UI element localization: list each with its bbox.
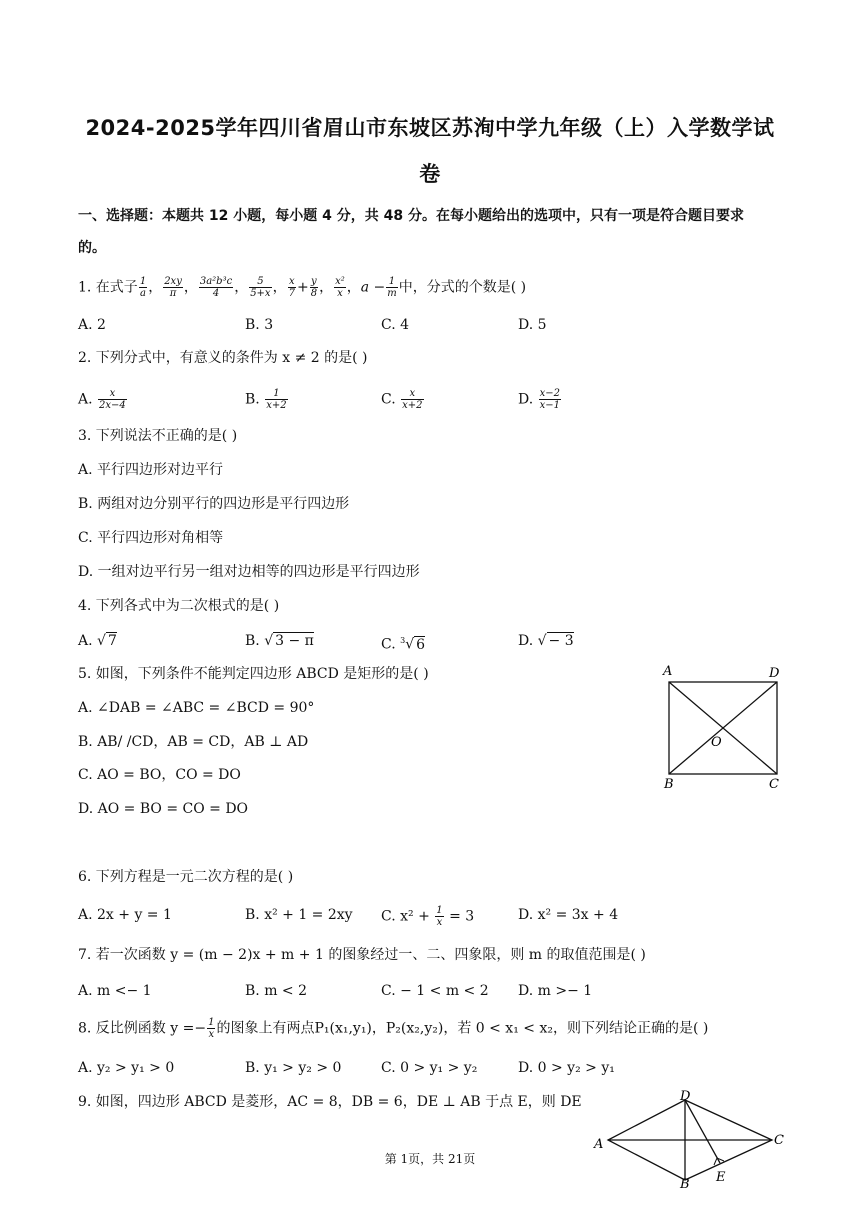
q6-option-c: C. x² + $\frac{1}{x}$ = 3 <box>381 905 475 928</box>
question-8: 8. 反比例函数 y =− $\frac{1}{x}$ 的图象上有两点P₁(x₁,y₁)，P₂(x₂,y₂)，若 0 < x₁ < x₂，则下列结论正确的是( ) <box>78 1017 709 1040</box>
q4-option-a: A. √ 7 <box>78 633 117 649</box>
label-c: C <box>769 777 779 792</box>
label-b: B <box>680 1177 690 1188</box>
label-a: A <box>663 664 673 679</box>
section-heading: 一、选择题：本题共 12 小题，每小题 4 分，共 48 分。在每小题给出的选项中，只有一项是符合题目要求 <box>78 208 744 224</box>
q5-option-d: D. AO = BO = CO = DO <box>78 801 249 817</box>
label-e: E <box>716 1170 726 1185</box>
q2-option-a: A. $\frac{x}{2x-4}$ <box>78 388 126 411</box>
rhombus-figure <box>590 1088 790 1188</box>
q2-option-c: C. $\frac{x}{x+2}$ <box>381 388 423 411</box>
rectangle-figure <box>655 660 790 795</box>
page-title: 2024-2025学年四川省眉山市东坡区苏洵中学九年级（上）入学数学试 <box>85 116 775 140</box>
q8-option-d: D. 0 > y₂ > y₁ <box>518 1060 615 1076</box>
label-c: C <box>774 1133 784 1148</box>
q1-stem-prefix: 1. 在式子 <box>78 279 138 296</box>
q7-option-c: C. − 1 < m < 2 <box>381 983 489 999</box>
question-7: 7. 若一次函数 y = (m − 2)x + m + 1 的图象经过一、二、四象限，则 m 的取值范围是( ) <box>78 947 646 963</box>
q8-option-b: B. y₁ > y₂ > 0 <box>245 1060 342 1076</box>
q8-stem-suffix: 的图象上有两点P₁(x₁,y₁)，P₂(x₂,y₂)，若 0 < x₁ < x₂，则下列结论正确的是( ) <box>216 1020 709 1037</box>
q6-option-b: B. x² + 1 = 2xy <box>245 907 353 923</box>
q6-option-d: D. x² = 3x + 4 <box>518 907 619 923</box>
q8-stem-prefix: 8. 反比例函数 y =− <box>78 1020 207 1037</box>
page-footer: 第 1页，共 21页 <box>384 1152 476 1166</box>
question-4: 4. 下列各式中为二次根式的是( ) <box>78 598 280 614</box>
q4-option-b: B. √ 3 − π <box>245 633 314 649</box>
q8-option-c: C. 0 > y₁ > y₂ <box>381 1060 478 1076</box>
q4-option-d: D. √ − 3 <box>518 633 574 649</box>
label-o: O <box>711 735 722 750</box>
q2-option-d: D. $\frac{x-2}{x-1}$ <box>518 388 561 411</box>
question-3: 3. 下列说法不正确的是( ) <box>78 428 238 444</box>
q1-option-a: A. 2 <box>78 317 106 333</box>
question-6: 6. 下列方程是一元二次方程的是( ) <box>78 869 294 885</box>
question-5: 5. 如图，下列条件不能判定四边形 ABCD 是矩形的是( ) <box>78 666 429 682</box>
label-d: D <box>769 666 780 681</box>
question-9: 9. 如图，四边形 ABCD 是菱形，AC = 8，DB = 6，DE ⊥ AB 于点 E，则 DE <box>78 1094 582 1110</box>
q3-option-c: C. 平行四边形对角相等 <box>78 530 224 546</box>
q1-option-b: B. 3 <box>245 317 274 333</box>
label-a: A <box>594 1137 604 1152</box>
label-d: D <box>680 1089 691 1104</box>
q2-option-b: B. $\frac{1}{x+2}$ <box>245 388 287 411</box>
q5-option-c: C. AO = BO，CO = DO <box>78 767 241 783</box>
question-2: 2. 下列分式中，有意义的条件为 x ≠ 2 的是( ) <box>78 350 368 366</box>
section-heading-cont: 的。 <box>78 240 106 256</box>
q4-option-c: C. $^3$√ 6 <box>381 636 426 653</box>
q5-option-a: A. ∠DAB = ∠ABC = ∠BCD = 90° <box>78 700 315 716</box>
q7-option-b: B. m < 2 <box>245 983 308 999</box>
q7-option-a: A. m <− 1 <box>78 983 152 999</box>
q8-option-a: A. y₂ > y₁ > 0 <box>78 1060 175 1076</box>
q3-option-d: D. 一组对边平行另一组对边相等的四边形是平行四边形 <box>78 564 420 580</box>
page-title-cont: 卷 <box>419 162 441 186</box>
q7-option-d: D. m >− 1 <box>518 983 593 999</box>
q5-option-b: B. AB/ /CD，AB = CD，AB ⊥ AD <box>78 734 309 750</box>
question-1: 1. 在式子 $\frac{1}{a}$ ， $\frac{2xy}{\pi}$ ， $\frac{\text{3a²b³c}}{4}$ ， $\frac{5}{5+x}$ ， $\frac{x}{7}$ + $\frac{y}{8}$ ， $\frac{\text{x²}}{x}$ ，a − $\frac{1}{m}$ 中，分式的个数是( ) <box>78 276 527 299</box>
q1-stem-suffix: 中，分式的个数是( ) <box>398 279 527 296</box>
q1-option-d: D. 5 <box>518 317 547 333</box>
label-b: B <box>664 777 674 792</box>
q3-option-a: A. 平行四边形对边平行 <box>78 462 224 478</box>
q6-option-a: A. 2x + y = 1 <box>78 907 172 923</box>
q3-option-b: B. 两组对边分别平行的四边形是平行四边形 <box>78 496 350 512</box>
q1-option-c: C. 4 <box>381 317 410 333</box>
